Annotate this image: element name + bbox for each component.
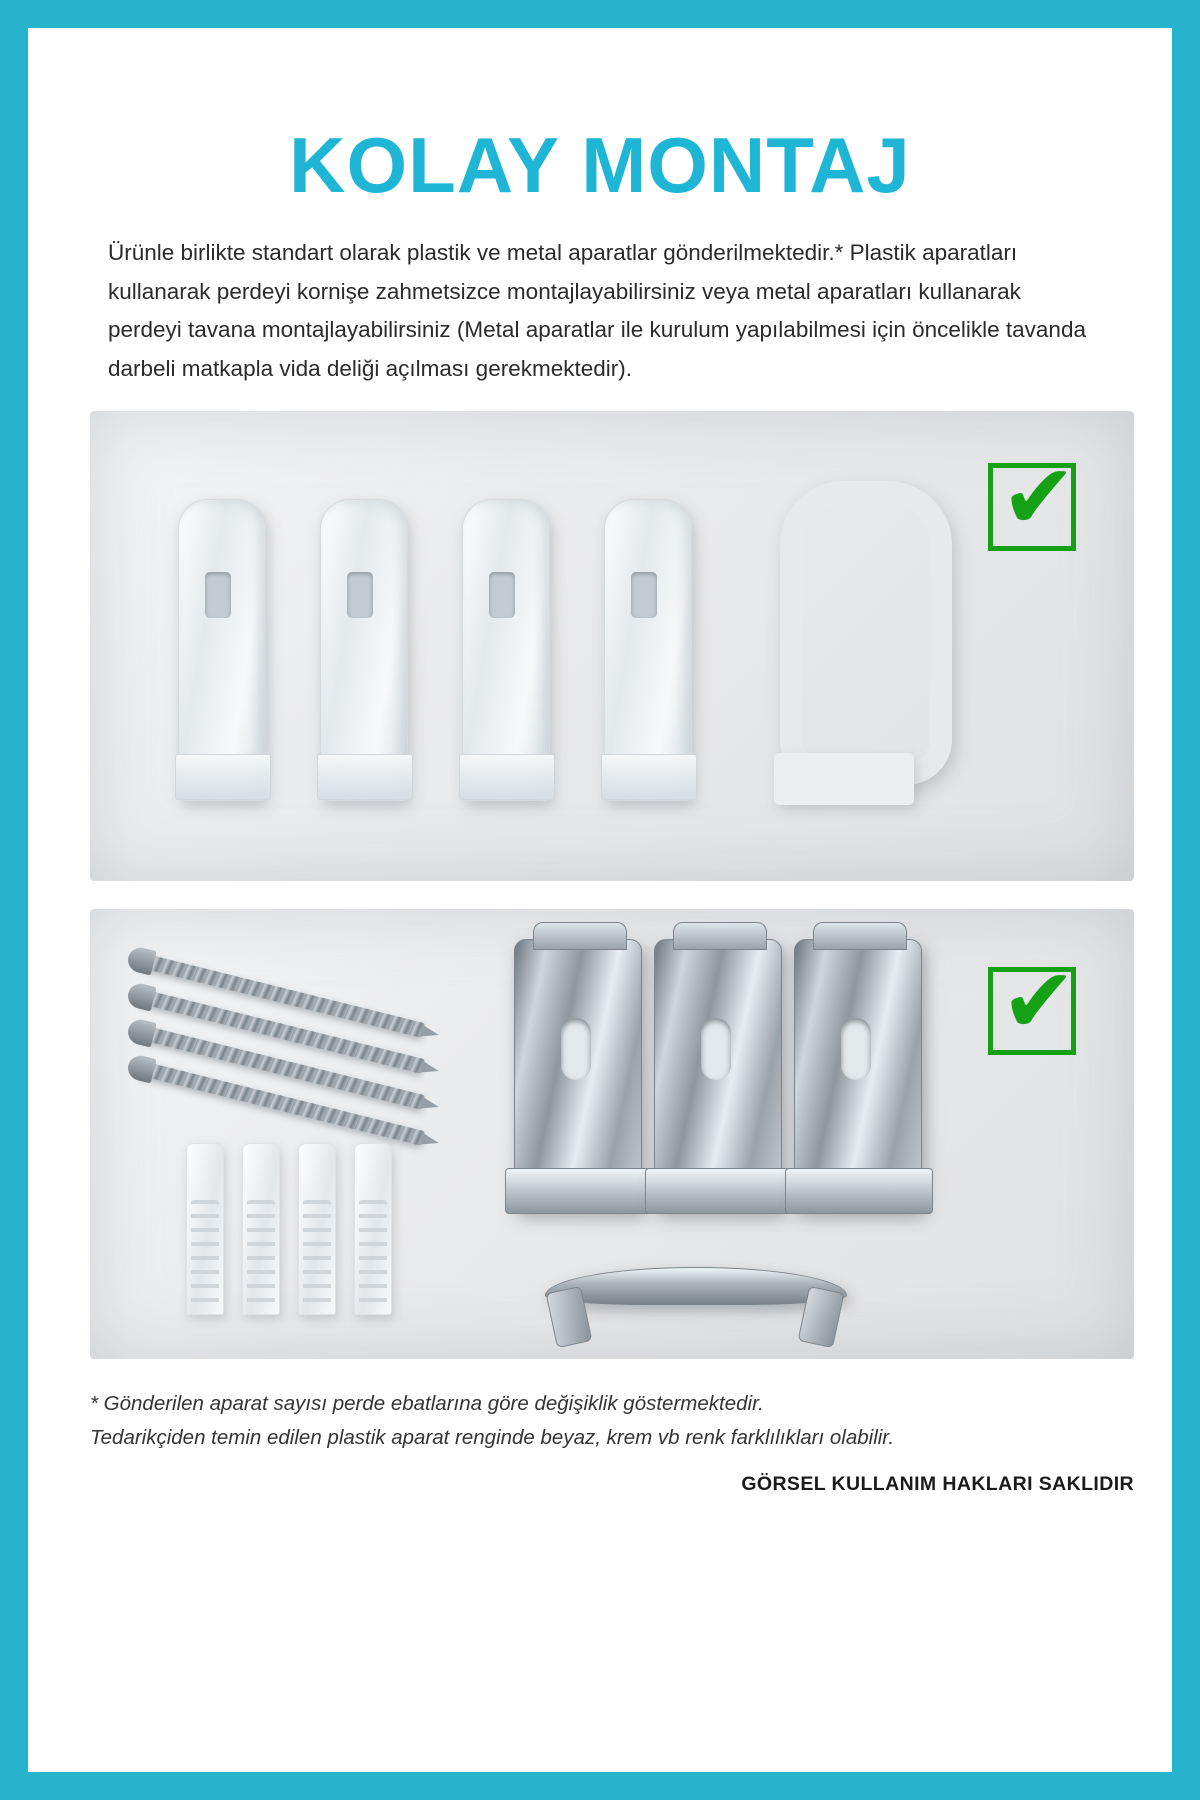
copyright-notice: GÖRSEL KULLANIM HAKLARI SAKLIDIR xyxy=(741,1472,1134,1495)
curved-metal-clip xyxy=(545,1249,845,1345)
metal-parts-photo xyxy=(90,909,1134,1359)
wall-plug xyxy=(354,1143,392,1315)
clip-foot xyxy=(175,754,271,800)
curved-bar xyxy=(545,1267,847,1305)
intro-text: Ürünle birlikte standart olarak plastik ve metal aparatlar gönderilmektedir.* Plastik aparatları kullanarak perdeyi kornişe zahmetsizce montajlayabilirsiniz veya metal aparatları kullanarak perdeyi tavana montajlayabilirsiniz (Metal aparatlar ile kurulum yapılabilmesi için öncelikle tavanda darbeli matkapla vida deliği açılması gerekmektedir). xyxy=(108,240,1086,382)
approved-checkbox-metal xyxy=(988,948,1077,1055)
plastic-clip xyxy=(178,499,266,801)
wall-plug xyxy=(298,1143,336,1315)
bracket-top xyxy=(813,922,907,950)
wall-plug xyxy=(242,1143,280,1315)
footnote-line-1: * Gönderilen aparat sayısı perde ebatlarına göre değişiklik göstermektedir. xyxy=(90,1391,764,1415)
plastic-ring-clip xyxy=(770,481,920,811)
screw-head xyxy=(125,981,156,1012)
check-icon: ✔ xyxy=(1001,444,1077,550)
metal-bracket xyxy=(654,939,782,1211)
check-icon: ✔ xyxy=(1001,948,1077,1054)
plastic-clip xyxy=(604,499,692,801)
page-title: KOLAY MONTAJ xyxy=(289,121,911,209)
screw-tip xyxy=(420,1061,440,1077)
screw-tip xyxy=(420,1025,440,1041)
clip-foot xyxy=(459,754,555,800)
screw-head xyxy=(125,1017,156,1048)
approved-checkbox-plastic xyxy=(988,444,1077,551)
clip-foot xyxy=(601,754,697,800)
plastic-clip xyxy=(320,499,408,801)
ring-body xyxy=(780,481,952,785)
screw-head xyxy=(125,1053,156,1084)
wall-plug xyxy=(186,1143,224,1315)
bracket-top xyxy=(533,922,627,950)
poster-inner xyxy=(28,28,1172,1772)
ring-tab xyxy=(774,753,914,805)
plastic-parts-photo xyxy=(90,411,1134,881)
screw-head xyxy=(125,945,156,976)
plastic-clip xyxy=(462,499,550,801)
bracket-top xyxy=(673,922,767,950)
screw-tip xyxy=(420,1133,440,1149)
screw-tip xyxy=(420,1097,440,1113)
metal-bracket xyxy=(514,939,642,1211)
bracket-lip xyxy=(785,1168,933,1214)
footnotes xyxy=(90,1387,1134,1501)
bracket-lip xyxy=(645,1168,793,1214)
metal-bracket xyxy=(794,939,922,1211)
clip-foot xyxy=(317,754,413,800)
footnote-line-2: Tedarikçiden temin edilen plastik aparat renginde beyaz, krem vb renk farklılıkları olabilir. xyxy=(90,1426,895,1450)
bracket-lip xyxy=(505,1168,653,1214)
